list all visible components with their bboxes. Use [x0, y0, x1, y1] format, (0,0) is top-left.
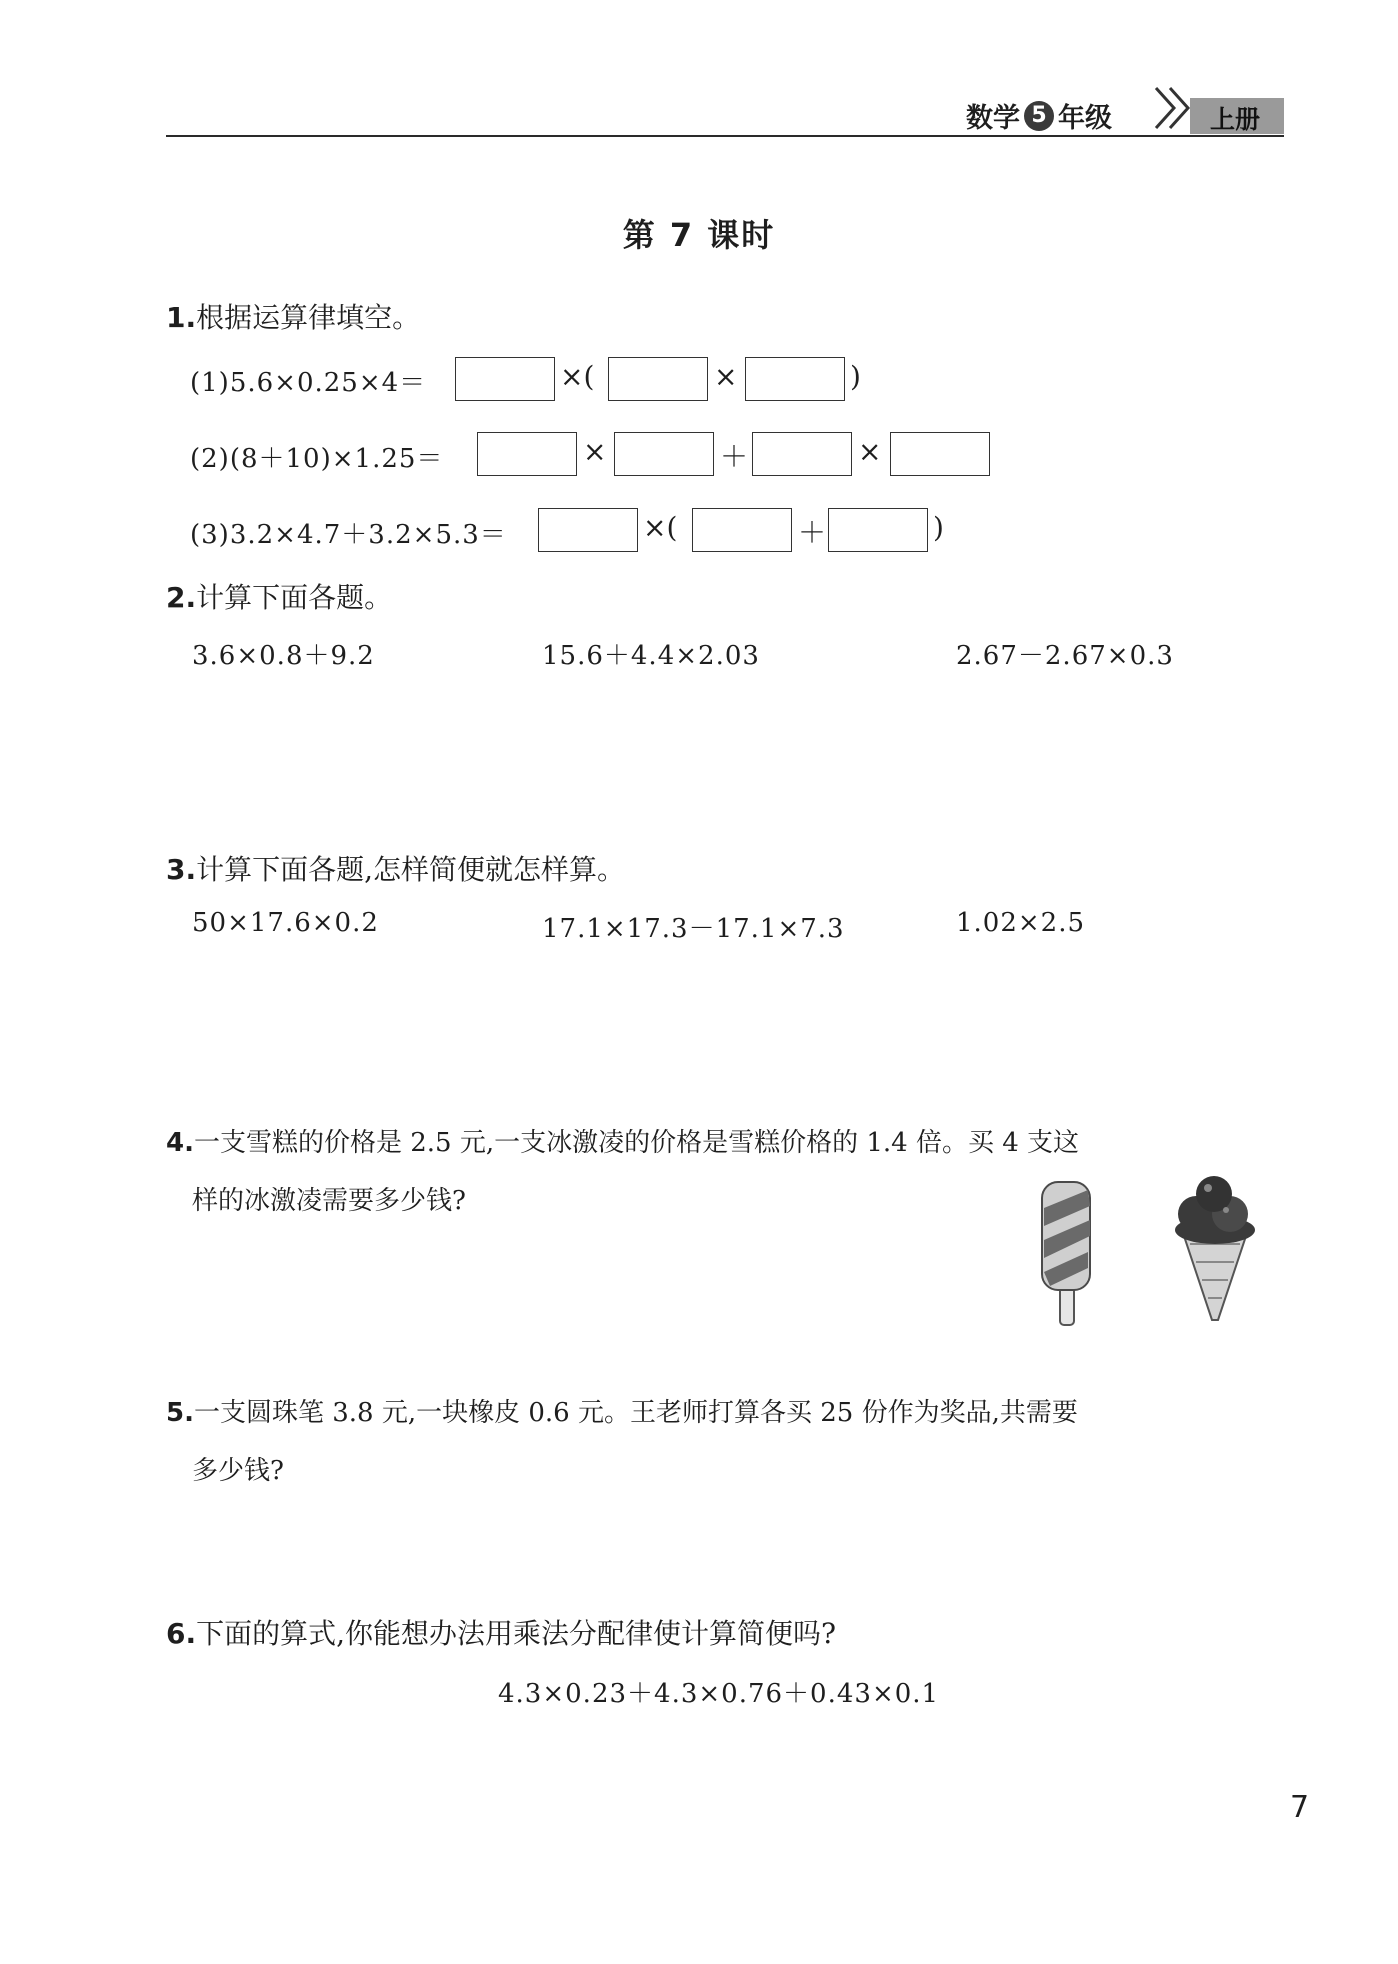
q5-text-line-1: 一支圆珠笔 3.8 元,一块橡皮 0.6 元。王老师打算各买 25 份作为奖品,共需要: [193, 1398, 1078, 1428]
q4-text-line-1: 一支雪糕的价格是 2.5 元,一支冰激凌的价格是雪糕价格的 1.4 倍。买 4 支这: [193, 1128, 1080, 1158]
ice-cream-cone-illustration: [1168, 1172, 1262, 1324]
q4-line-1: [166, 1122, 1079, 1159]
q3-expression-2: 17.1×17.3－17.1×7.3: [542, 914, 845, 944]
q1-item3-op-1: ×(: [643, 511, 678, 544]
q1-item3-blank-1[interactable]: [538, 508, 638, 552]
q2-heading: [166, 576, 392, 616]
q2-prompt: 计算下面各题。: [196, 581, 393, 614]
header-rule: [166, 135, 1284, 137]
q2-expression-1: 3.6×0.8＋9.2: [192, 641, 375, 671]
q6-heading: [166, 1612, 836, 1652]
q3-number: 3.: [166, 853, 197, 886]
q1-item3-blank-2[interactable]: [692, 508, 792, 552]
q1-item3-expression: (3)3.2×4.7＋3.2×5.3＝: [190, 520, 507, 550]
q1-item2-blank-2[interactable]: [614, 432, 714, 476]
q1-item2-op-2: ＋: [720, 440, 749, 473]
q3-expression-1: 50×17.6×0.2: [192, 908, 379, 938]
volume-label: 上册: [1210, 105, 1261, 134]
q1-item1-blank-2[interactable]: [608, 357, 708, 401]
q1-item3-op-2: ＋: [798, 516, 827, 549]
q4-text-line-2: 样的冰激凌需要多少钱?: [192, 1186, 466, 1216]
q1-item1-blank-3[interactable]: [745, 357, 845, 401]
q3-heading: [166, 848, 625, 888]
q1-item2-op-3: ×: [858, 435, 882, 468]
lesson-title: 第 7 课时: [622, 216, 776, 254]
q2-number: 2.: [166, 581, 197, 614]
q1-item2-op-1: ×: [583, 435, 607, 468]
grade-suffix: 年级: [1058, 103, 1112, 134]
q2-expression-2: 15.6＋4.4×2.03: [542, 641, 760, 671]
q1-item2-blank-3[interactable]: [752, 432, 852, 476]
q1-heading: [166, 296, 420, 336]
grade-number-badge: 5: [1024, 101, 1054, 131]
q1-prompt: 根据运算律填空。: [196, 301, 421, 334]
page-number: 7: [1290, 1790, 1310, 1825]
q1-item1-op-3: ): [850, 360, 861, 393]
q5-number: 5.: [166, 1398, 194, 1428]
q6-number: 6.: [166, 1617, 197, 1650]
q1-number: 1.: [166, 301, 197, 334]
q6-prompt: 下面的算式,你能想办法用乘法分配律使计算简便吗?: [196, 1617, 837, 1650]
q1-item1-op-1: ×(: [560, 360, 595, 393]
q1-item2-blank-4[interactable]: [890, 432, 990, 476]
q1-item3-op-3: ): [933, 511, 944, 544]
q2-expression-3: 2.67－2.67×0.3: [956, 641, 1174, 671]
subject-label: 数学: [966, 103, 1020, 134]
q5-text-line-2: 多少钱?: [192, 1456, 284, 1486]
q3-prompt: 计算下面各题,怎样简便就怎样算。: [196, 853, 626, 886]
q3-expression-3: 1.02×2.5: [956, 908, 1086, 938]
q1-item1-op-2: ×: [714, 360, 738, 393]
q4-number: 4.: [166, 1128, 194, 1158]
q6-expression: 4.3×0.23＋4.3×0.76＋0.43×0.1: [498, 1679, 940, 1709]
q1-item2-blank-1[interactable]: [477, 432, 577, 476]
volume-tab: [1190, 98, 1284, 134]
q1-item3-blank-3[interactable]: [828, 508, 928, 552]
popsicle-illustration: [1038, 1178, 1096, 1328]
header-subject-grade: [966, 96, 1112, 135]
q1-item2-expression: (2)(8＋10)×1.25＝: [190, 444, 444, 474]
q1-item1-blank-1[interactable]: [455, 357, 555, 401]
q5-line-1: [166, 1392, 1078, 1429]
q1-item1-expression: (1)5.6×0.25×4＝: [190, 368, 427, 398]
